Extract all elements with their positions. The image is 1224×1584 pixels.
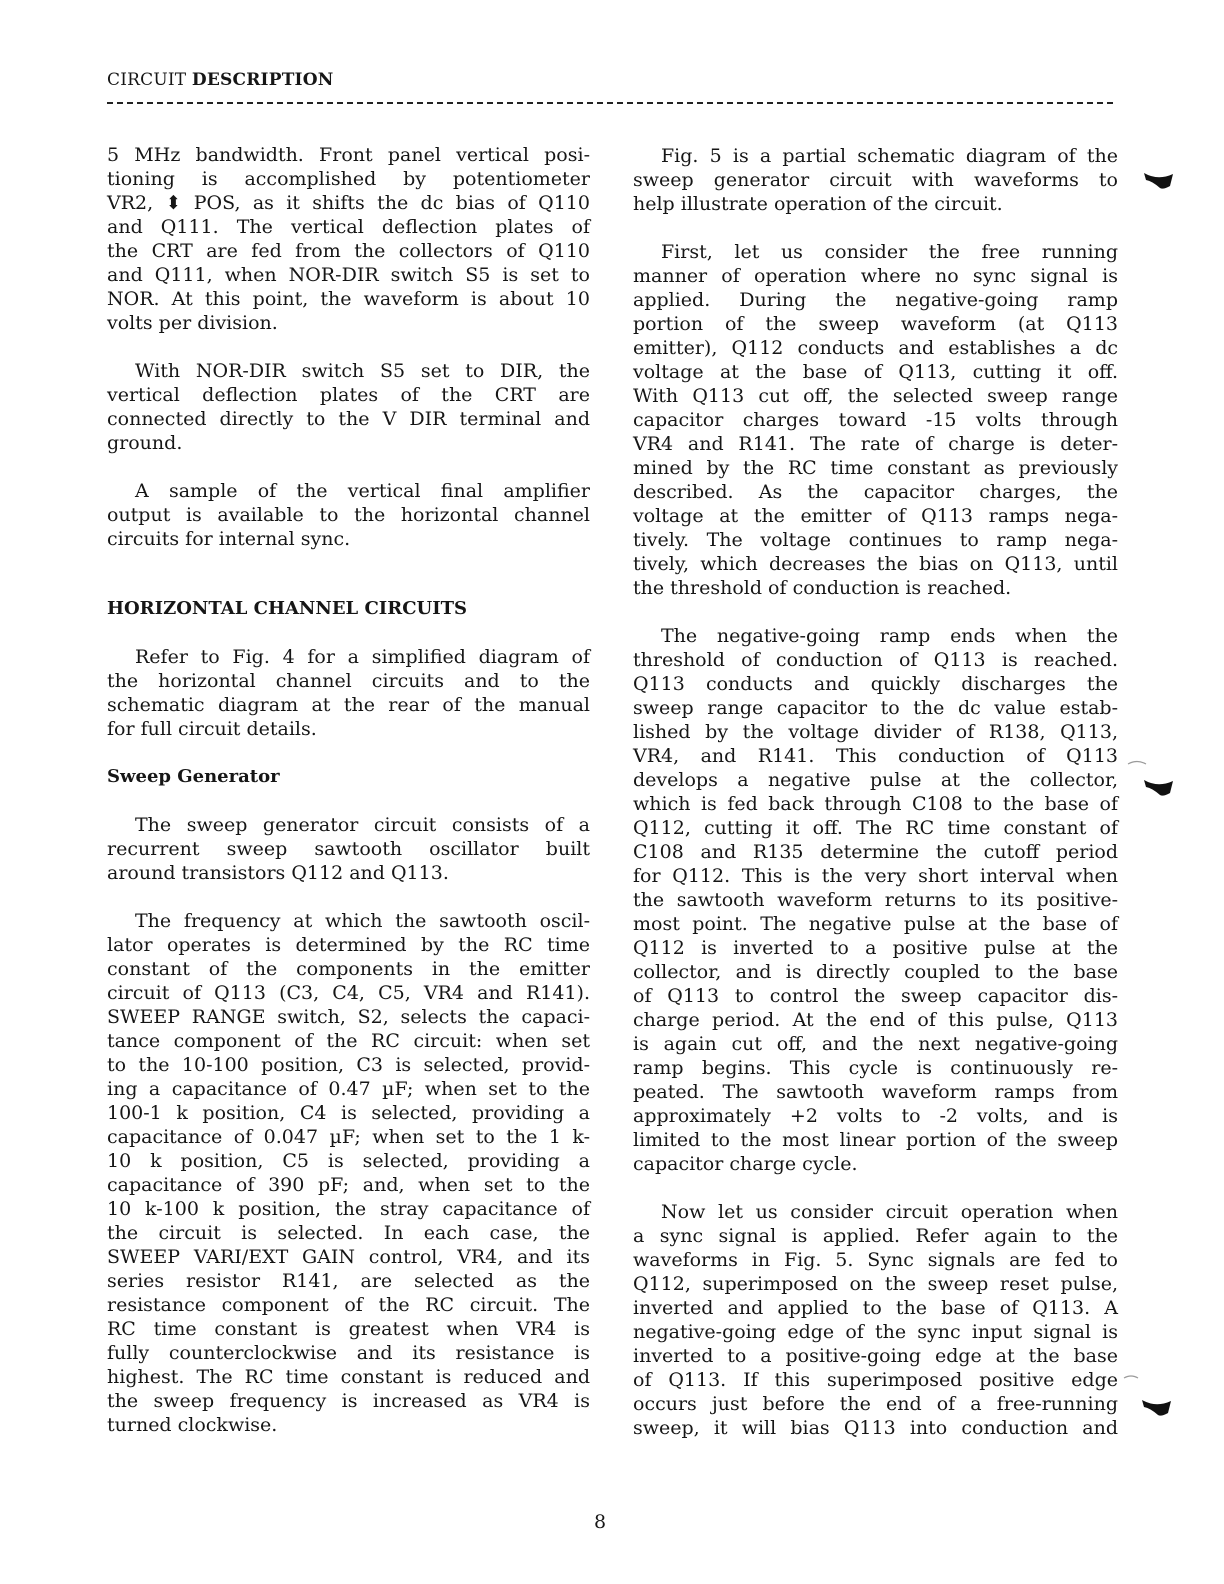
text-line: series resistor R141, are selected as the — [107, 1270, 590, 1292]
text-line: ing a capacitance of 0.47 µF; when set to the — [107, 1078, 590, 1100]
left-column — [107, 143, 590, 1461]
text-line: fully counterclockwise and its resistance is — [107, 1342, 590, 1364]
paragraph — [107, 909, 590, 1437]
text-line: VR4 and R141. The rate of charge is deter- — [633, 433, 1118, 455]
paragraph — [107, 645, 590, 741]
text-line: the CRT are fed from the collectors of Q110 — [107, 240, 590, 262]
text-line: output is available to the horizontal channel — [107, 504, 590, 526]
paragraph — [633, 144, 1118, 216]
text-line: A sample of the vertical final amplifier — [135, 480, 590, 502]
text-line: capacitance of 390 pF; and, when set to the — [107, 1174, 590, 1196]
text-line: which is fed back through C108 to the base of — [633, 793, 1118, 815]
text-line: 10 k position, C5 is selected, providing a — [107, 1150, 590, 1172]
text-line: mined by the RC time constant as previously — [633, 457, 1118, 479]
text-line: negative-going edge of the sync input signal is — [633, 1321, 1118, 1343]
text-line: charge period. At the end of this pulse, Q113 — [633, 1009, 1118, 1031]
text-line: ground. — [107, 432, 183, 454]
text-line: sweep generator circuit with waveforms to — [633, 169, 1118, 191]
text-line: turned clockwise. — [107, 1414, 278, 1436]
text-line: manner of operation where no sync signal is — [633, 265, 1118, 287]
text-line: highest. The RC time constant is reduced and — [107, 1366, 590, 1388]
subsection-heading: Sweep Generator — [107, 766, 280, 787]
text-line: the sawtooth waveform returns to its positive- — [633, 889, 1118, 911]
text-line: tively. The voltage continues to ramp nega- — [633, 529, 1118, 551]
text-line: and Q111. The vertical deflection plates of — [107, 216, 590, 238]
text-line: the sweep frequency is increased as VR4 is — [107, 1390, 590, 1412]
text-line: waveforms in Fig. 5. Sync signals are fed to — [633, 1249, 1118, 1271]
text-line: tioning is accomplished by potentiometer — [107, 168, 590, 190]
text-line: threshold of conduction of Q113 is reached. — [633, 649, 1118, 671]
text-line: applied. During the negative-going ramp — [633, 289, 1118, 311]
text-line: Now let us consider circuit operation when — [661, 1201, 1118, 1223]
text-line: ramp begins. This cycle is continuously re- — [633, 1057, 1118, 1079]
text-line: Refer to Fig. 4 for a simplified diagram of — [135, 646, 590, 668]
header-title-part-1: CIRCUIT — [107, 70, 187, 90]
section-heading: HORIZONTAL CHANNEL CIRCUITS — [107, 598, 468, 619]
text-line: a sync signal is applied. Refer again to the — [633, 1225, 1118, 1247]
text-line: The negative-going ramp ends when the — [661, 625, 1118, 647]
text-line: the circuit is selected. In each case, the — [107, 1222, 590, 1244]
paragraph — [633, 1200, 1118, 1440]
text-line: Q113 conducts and quickly discharges the — [633, 673, 1118, 695]
margin-arrow-icon — [1144, 173, 1173, 189]
text-line: tance component of the RC circuit: when set — [107, 1030, 590, 1052]
text-line: voltage at the emitter of Q113 ramps nega- — [633, 505, 1118, 527]
text-line: Q112, cutting it off. The RC time constant of — [633, 817, 1118, 839]
text-line: capacitance of 0.047 µF; when set to the 1 k- — [107, 1126, 590, 1148]
text-line: most point. The negative pulse at the base of — [633, 913, 1118, 935]
text-line: voltage at the base of Q113, cutting it off. — [633, 361, 1118, 383]
text-line: NOR. At this point, the waveform is about 10 — [107, 288, 590, 310]
text-line: VR4, and R141. This conduction of Q113 — [633, 745, 1118, 767]
text-line: limited to the most linear portion of the sweep — [633, 1129, 1118, 1151]
paragraph — [633, 624, 1118, 1176]
text-line: The sweep generator circuit consists of a — [135, 814, 590, 836]
text-line: resistance component of the RC circuit. The — [107, 1294, 590, 1316]
text-line: constant of the components in the emitter — [107, 958, 590, 980]
text-line: of Q113. If this superimposed positive edge — [633, 1369, 1118, 1391]
text-line: emitter), Q112 conducts and establishes a dc — [633, 337, 1118, 359]
text-line: SWEEP VARI/EXT GAIN control, VR4, and its — [107, 1246, 590, 1268]
text-line: vertical deflection plates of the CRT are — [107, 384, 590, 406]
text-line: Q112 is inverted to a positive pulse at the — [633, 937, 1118, 959]
text-line: described. As the capacitor charges, the — [633, 481, 1118, 503]
text-line: portion of the sweep waveform (at Q113 — [633, 313, 1118, 335]
text-line: capacitor charge cycle. — [633, 1153, 858, 1175]
text-line: schematic diagram at the rear of the manual — [107, 694, 590, 716]
paragraph — [107, 359, 590, 455]
header-title-part-2: DESCRIPTION — [191, 70, 334, 90]
text-line: First, let us consider the free running — [661, 241, 1118, 263]
text-line: 5 MHz bandwidth. Front panel vertical posi- — [107, 144, 590, 166]
text-line: lished by the voltage divider of R138, Q113, — [633, 721, 1118, 743]
text-line: lator operates is determined by the RC time — [107, 934, 590, 956]
text-line: the horizontal channel circuits and to the — [107, 670, 590, 692]
text-line: 100-1 k position, C4 is selected, providing a — [107, 1102, 590, 1124]
text-line: peated. The sawtooth waveform ramps from — [633, 1081, 1118, 1103]
margin-arrow-icon — [1144, 780, 1173, 796]
margin-tick-icon — [1124, 1376, 1138, 1378]
margin-tick-icon — [1128, 762, 1146, 765]
text-line: around transistors Q112 and Q113. — [107, 862, 449, 884]
text-line: capacitor charges toward -15 volts through — [633, 409, 1118, 431]
text-line: tively, which decreases the bias on Q113, until — [633, 553, 1118, 575]
text-line: Fig. 5 is a partial schematic diagram of the — [661, 145, 1118, 167]
text-line: inverted and applied to the base of Q113. A — [633, 1297, 1118, 1319]
text-line: RC time constant is greatest when VR4 is — [107, 1318, 590, 1340]
text-line: approximately +2 volts to -2 volts, and is — [633, 1105, 1118, 1127]
paragraph — [107, 813, 590, 885]
text-line: circuit of Q113 (C3, C4, C5, VR4 and R141). — [107, 982, 590, 1004]
text-line: for Q112. This is the very short interval when — [633, 865, 1118, 887]
right-column — [633, 144, 1118, 1464]
text-line: C108 and R135 determine the cutoff period — [633, 841, 1118, 863]
text-line: of Q113 to control the sweep capacitor dis- — [633, 985, 1118, 1007]
text-line: With Q113 cut off, the selected sweep range — [633, 385, 1118, 407]
text-line: circuits for internal sync. — [107, 528, 351, 550]
text-line: to the 10-100 position, C3 is selected, provid- — [107, 1054, 590, 1076]
paragraph — [107, 479, 590, 551]
paragraph — [633, 240, 1118, 600]
text-line: volts per division. — [107, 312, 278, 334]
text-line: is again cut off, and the next negative-going — [633, 1033, 1118, 1055]
text-line: connected directly to the V DIR terminal and — [107, 408, 590, 430]
text-line: for full circuit details. — [107, 718, 317, 740]
text-line: The frequency at which the sawtooth oscil- — [135, 910, 590, 932]
text-line: recurrent sweep sawtooth oscillator built — [107, 838, 590, 860]
text-line: collector, and is directly coupled to the base — [633, 961, 1118, 983]
text-line: With NOR-DIR switch S5 set to DIR, the — [135, 360, 590, 382]
text-line: sweep range capacitor to the dc value estab- — [633, 697, 1118, 719]
text-line: develops a negative pulse at the collector, — [633, 769, 1118, 791]
text-line: the threshold of conduction is reached. — [633, 577, 1012, 599]
text-line: inverted to a positive-going edge at the base — [633, 1345, 1118, 1367]
text-line: help illustrate operation of the circuit. — [633, 193, 1003, 215]
paragraph — [107, 143, 590, 335]
text-line: VR2, ⬍ POS, as it shifts the dc bias of Q110 — [107, 192, 590, 214]
text-line: Q112, superimposed on the sweep reset pulse, — [633, 1273, 1118, 1295]
text-line: and Q111, when NOR-DIR switch S5 is set to — [107, 264, 590, 286]
dashed-divider — [107, 102, 1115, 104]
text-line: sweep, it will bias Q113 into conduction and — [633, 1417, 1118, 1439]
text-line: occurs just before the end of a free-running — [633, 1393, 1118, 1415]
page-header — [107, 68, 333, 92]
margin-arrow-icon — [1142, 1400, 1171, 1416]
text-line: SWEEP RANGE switch, S2, selects the capaci- — [107, 1006, 590, 1028]
text-line: 10 k-100 k position, the stray capacitance of — [107, 1198, 590, 1220]
page-number: 8 — [593, 1511, 607, 1533]
